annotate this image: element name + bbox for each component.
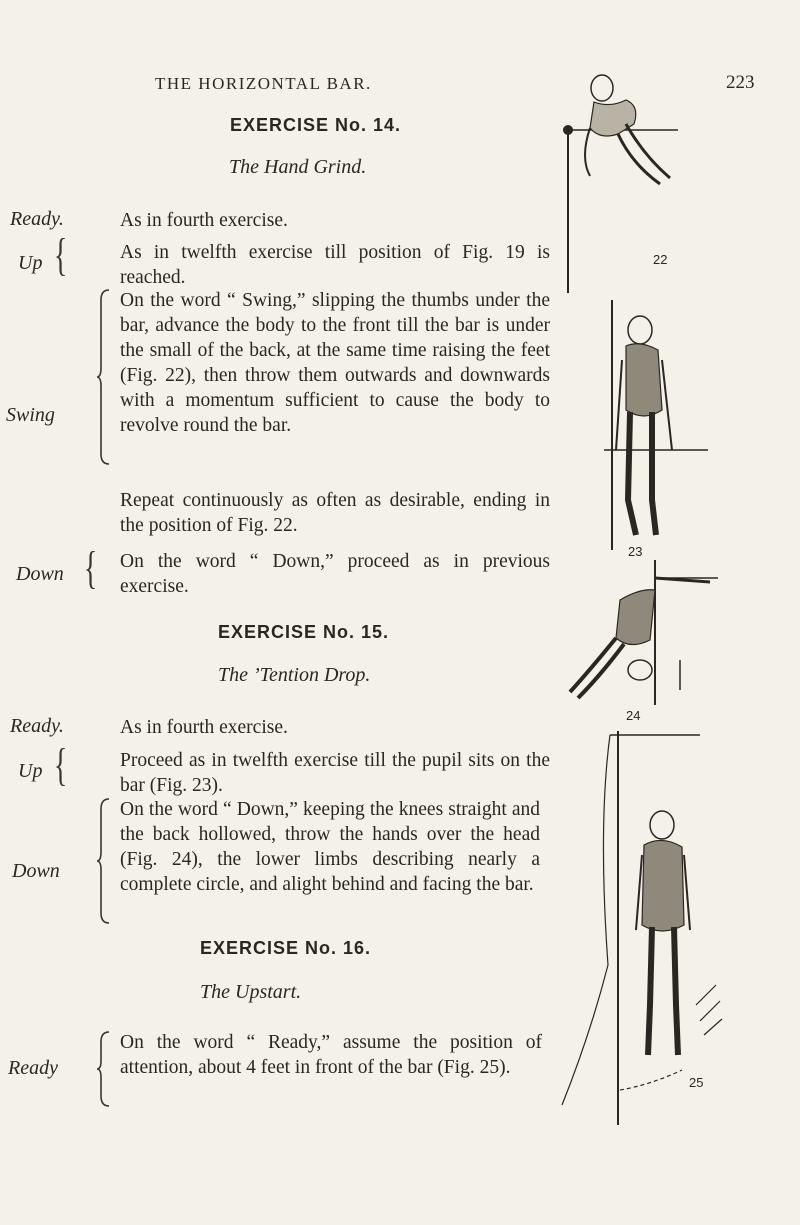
ex14-swing-text: On the word “ Swing,” slipping the thumbs under the bar, advance the body to the front till the bar is under the small of the back, at the same time raising the feet (Fig. 22), then throw them outwards and downwards with a momentum sufficient to cause the body to revolve round the bar.	[120, 290, 550, 436]
ex14-up-label: Up	[18, 252, 43, 274]
figure-24-number: 24	[626, 708, 641, 723]
ex14-up-brace: {	[54, 229, 68, 280]
ex14-down-text: On the word “ Down,” proceed as in previous exercise.	[120, 551, 550, 597]
ex15-down-text: On the word “ Down,” keeping the knees straight and the back hollowed, throw the hands over the head (Fig. 24), the lower limbs describing nearly a complete circle, and alight behind and facing the bar.	[120, 799, 540, 895]
figure-23-number: 23	[628, 544, 643, 559]
exercise-14-title: EXERCISE No. 14.	[230, 115, 402, 135]
ex15-ready-text: As in fourth exercise.	[120, 717, 288, 738]
figure-23-illustration	[600, 300, 710, 555]
ex15-down-brace	[96, 797, 112, 925]
exercise-16-title: EXERCISE No. 16.	[200, 938, 372, 958]
exercise-15-title: EXERCISE No. 15.	[218, 622, 390, 642]
ex15-up-brace: {	[54, 739, 68, 790]
ex15-up-text: Proceed as in twelfth exercise till the pupil sits on the bar (Fig. 23).	[120, 750, 550, 796]
exercise-16-subtitle: The Upstart.	[200, 981, 302, 1003]
ex15-ready-label: Ready.	[10, 715, 64, 737]
ex14-ready-label: Ready.	[10, 208, 64, 230]
ex14-down-brace: {	[84, 542, 98, 593]
ex14-repeat-text: Repeat continuously as often as desirable, ending in the position of Fig. 22.	[120, 490, 550, 536]
ex15-up-label: Up	[18, 760, 43, 782]
figure-25-illustration	[550, 705, 740, 1130]
exercise-15-subtitle: The ’Tention Drop.	[218, 664, 371, 686]
figure-22-number: 22	[653, 252, 668, 267]
running-head: THE HORIZONTAL BAR.	[155, 74, 372, 93]
ex16-ready-text: On the word “ Ready,” assume the position of attention, about 4 feet in front of the bar (Fig. 25).	[120, 1032, 542, 1078]
ex16-ready-label: Ready	[8, 1057, 58, 1079]
exercise-14-subtitle: The Hand Grind.	[229, 156, 367, 178]
figure-25-number: 25	[689, 1075, 704, 1090]
ex15-down-label: Down	[12, 860, 60, 882]
page-number: 223	[726, 72, 755, 93]
ex14-down-label: Down	[16, 563, 64, 585]
ex14-swing-label: Swing	[6, 404, 55, 426]
ex14-ready-text: As in fourth exercise.	[120, 210, 288, 231]
ex14-up-text: As in twelfth exercise till position of Fig. 19 is reached.	[120, 242, 550, 288]
figure-24-illustration	[560, 560, 720, 710]
ex16-ready-brace	[96, 1030, 112, 1110]
ex14-swing-brace	[96, 288, 112, 466]
